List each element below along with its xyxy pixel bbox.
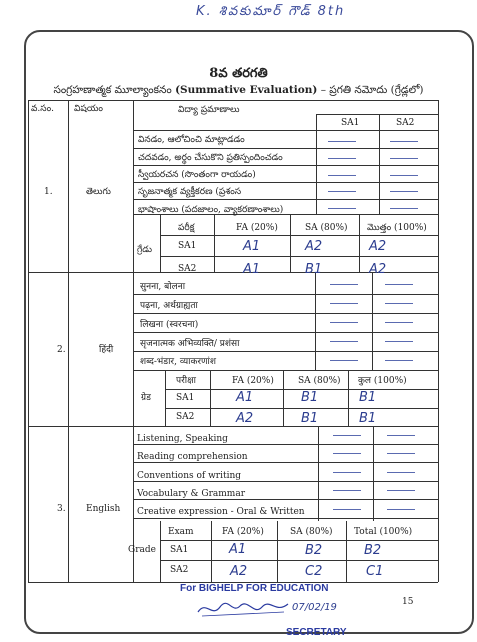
- sa1-dash-mark: [330, 284, 358, 285]
- sa2-dash-mark: [387, 435, 415, 436]
- table-rule: [318, 426, 319, 521]
- table-rule: [28, 100, 29, 582]
- section-3-fa-label: FA (20%): [222, 527, 264, 537]
- section-2-grade-label: ग्रेड: [141, 393, 151, 403]
- section-2-fa-label: FA (20%): [232, 376, 274, 386]
- table-rule: [359, 214, 360, 272]
- sa2-dash-mark: [387, 490, 415, 491]
- section-1-fa-label: FA (20%): [236, 223, 278, 233]
- table-rule: [210, 370, 211, 426]
- standard-2-5: शब्द-भंडार, व्याकरणांश: [140, 357, 216, 367]
- table-rule: [160, 540, 438, 541]
- sa1-dash-mark: [333, 472, 361, 473]
- subtitle-telugu: సంగ్రహణాత్మక మూల్యాంకనం: [53, 84, 172, 96]
- signature-scribble: [196, 598, 292, 620]
- sa1-dash-mark: [333, 490, 361, 491]
- sa2-dash-mark: [387, 453, 415, 454]
- subtitle-tail: – ప్రగతి నమోదు (గ్రేడ్లలో): [320, 84, 424, 96]
- sa1-dash-mark: [330, 360, 358, 361]
- section-3-sa2-fa-grade: A2: [230, 564, 248, 579]
- table-rule: [283, 370, 284, 426]
- section-1-sa2-fa-grade: A1: [243, 262, 261, 277]
- sa2-dash-mark: [387, 509, 415, 510]
- sa2-dash-mark: [385, 322, 413, 323]
- header-sa1: SA1: [341, 118, 360, 128]
- table-rule: [214, 214, 215, 272]
- standard-3-5: Creative expression - Oral & Written: [137, 507, 305, 517]
- section-1-sa2-sa-grade: B1: [305, 262, 323, 277]
- sa1-dash-mark: [328, 141, 356, 142]
- table-rule: [133, 294, 438, 295]
- table-rule: [373, 426, 374, 521]
- standard-2-2: पढ़ना, अर्थग्राह्यता: [140, 301, 198, 311]
- table-rule: [133, 182, 438, 183]
- sa2-dash-mark: [390, 158, 418, 159]
- table-rule: [133, 313, 438, 314]
- sa2-dash-mark: [390, 175, 418, 176]
- section-1-exam-label: పరీక్ష: [178, 223, 195, 233]
- table-rule: [133, 199, 438, 200]
- sa2-dash-mark: [390, 141, 418, 142]
- section-3-exam-label: Exam: [168, 527, 194, 537]
- table-rule: [277, 521, 278, 582]
- sa1-dash-mark: [328, 208, 356, 209]
- section-3-sa2-total-grade: C1: [366, 564, 384, 579]
- section-2-total-label: कुल (100%): [358, 376, 407, 386]
- table-rule: [211, 521, 212, 582]
- section-1-row-2-exam: SA2: [178, 264, 197, 274]
- section-3-sa-label: SA (80%): [290, 527, 333, 537]
- section-2-row-2-exam: SA2: [176, 412, 195, 422]
- sa1-dash-mark: [333, 453, 361, 454]
- section-3-sa1-total-grade: B2: [364, 543, 382, 558]
- standard-1-1: వినడం, ఆలోచించి మాట్లాడడం: [138, 135, 245, 145]
- section-2-sa2-sa-grade: B1: [301, 411, 319, 426]
- table-rule: [68, 100, 69, 582]
- section-1-total-label: మొత్తం (100%): [367, 223, 427, 233]
- table-rule: [290, 214, 291, 272]
- section-1-sa1-sa-grade: A2: [305, 239, 323, 254]
- stamp-designation: SECRETARY: [286, 627, 347, 638]
- stamp-date: 07/02/19: [292, 602, 337, 613]
- standard-1-3: స్వీయరచన (సొంతంగా రాయడం): [138, 170, 256, 180]
- header-standards: విద్యా ప్రమాణాలు: [178, 105, 240, 115]
- sa1-dash-mark: [328, 191, 356, 192]
- section-2-sa2-fa-grade: A2: [236, 411, 254, 426]
- section-3-total-label: Total (100%): [354, 527, 413, 537]
- page-number: 15: [402, 597, 414, 607]
- standard-3-4: Vocabulary & Grammar: [137, 489, 246, 499]
- section-1-grade-label: గ్రేడు: [137, 245, 153, 255]
- standard-1-5: భాషాంశాలు (పదజాలం, వ్యాకరణాంశాలు): [138, 205, 284, 215]
- table-rule: [133, 444, 438, 445]
- section-2-sa-label: SA (80%): [298, 376, 341, 386]
- table-rule: [165, 370, 166, 426]
- table-rule: [133, 462, 438, 463]
- section-3-sa1-sa-grade: B2: [305, 543, 323, 558]
- section-1-sa2-total-grade: A2: [369, 262, 387, 277]
- sa1-dash-mark: [328, 175, 356, 176]
- subtitle-english: (Summative Evaluation): [175, 84, 318, 96]
- standard-1-2: చదవడం, అర్థం చేసుకొని ప్రతిస్పందించడం: [138, 153, 283, 163]
- table-rule: [133, 332, 438, 333]
- section-3-row-2-exam: SA2: [170, 565, 189, 575]
- section-3-number: 3.: [57, 504, 66, 514]
- section-2-sa1-sa-grade: B1: [301, 390, 319, 405]
- table-rule: [133, 148, 438, 149]
- table-rule: [133, 130, 438, 131]
- section-2-number: 2.: [57, 345, 66, 355]
- table-rule: [160, 560, 438, 561]
- section-2-exam-label: परीक्षा: [176, 376, 196, 386]
- sa2-dash-mark: [385, 284, 413, 285]
- table-rule: [165, 408, 438, 409]
- table-rule: [315, 272, 316, 370]
- sa1-dash-mark: [330, 303, 358, 304]
- section-3-row-1-exam: SA1: [170, 545, 189, 555]
- table-rule: [133, 165, 438, 166]
- stamp-organisation: For BIGHELP FOR EDUCATION: [180, 583, 329, 594]
- sa1-dash-mark: [330, 341, 358, 342]
- section-2-sa1-total-grade: B1: [359, 390, 377, 405]
- table-rule: [348, 370, 349, 426]
- standard-2-4: सृजनात्मक अभिव्यक्ति/ प्रशंसा: [140, 339, 240, 349]
- section-2-row-1-exam: SA1: [176, 393, 195, 403]
- table-rule: [28, 100, 438, 101]
- section-3-sa1-fa-grade: A1: [229, 542, 247, 557]
- standard-3-1: Listening, Speaking: [137, 434, 228, 444]
- table-rule: [160, 235, 438, 236]
- sa2-dash-mark: [385, 303, 413, 304]
- header-sno: వ.సం.: [31, 104, 55, 114]
- section-1-sa1-fa-grade: A1: [243, 239, 261, 254]
- sa2-dash-mark: [385, 341, 413, 342]
- standard-2-1: सुनना, बोलना: [140, 282, 186, 292]
- table-rule: [160, 256, 438, 257]
- standard-2-3: लिखना (स्वरचना): [140, 320, 199, 330]
- table-rule: [438, 100, 439, 582]
- header-subject: విషయం: [74, 104, 103, 114]
- standard-3-3: Conventions of writing: [137, 471, 242, 481]
- sa1-dash-mark: [333, 509, 361, 510]
- sa2-dash-mark: [390, 191, 418, 192]
- class-title: 8వ తరగతి: [209, 66, 268, 81]
- standard-3-2: Reading comprehension: [137, 452, 248, 462]
- section-2-sa1-fa-grade: A1: [236, 390, 254, 405]
- table-rule: [372, 272, 373, 370]
- section-1-row-1-exam: SA1: [178, 241, 197, 251]
- table-rule: [133, 481, 438, 482]
- sa2-dash-mark: [385, 360, 413, 361]
- section-3-grade-label: Grade: [128, 545, 156, 555]
- table-rule: [160, 214, 161, 272]
- sa1-dash-mark: [333, 435, 361, 436]
- subtitle: [0, 84, 477, 99]
- table-rule: [133, 518, 438, 519]
- sa2-dash-mark: [390, 208, 418, 209]
- sa1-dash-mark: [330, 322, 358, 323]
- table-rule: [133, 100, 134, 582]
- header-sa2: SA2: [396, 118, 415, 128]
- sa2-dash-mark: [387, 472, 415, 473]
- section-1-number: 1.: [44, 187, 53, 197]
- table-rule: [28, 426, 438, 427]
- section-3-sa2-sa-grade: C2: [305, 564, 323, 579]
- handwritten-student-name: K. శివకుమార్ గౌడ్ 8th: [196, 4, 346, 19]
- standard-1-4: సృజనాత్మక వ్యక్తీకరణ (ప్రశంస: [138, 187, 242, 197]
- section-1-sa-label: SA (80%): [305, 223, 348, 233]
- section-1-sa1-total-grade: A2: [369, 239, 387, 254]
- section-2-sa2-total-grade: B1: [359, 411, 377, 426]
- table-rule: [133, 499, 438, 500]
- table-rule: [133, 351, 438, 352]
- section-2-subject: हिंदी: [99, 345, 114, 355]
- table-rule: [160, 521, 161, 582]
- table-rule: [316, 114, 438, 115]
- sa1-dash-mark: [328, 158, 356, 159]
- table-rule: [346, 521, 347, 582]
- section-3-subject: English: [86, 504, 121, 514]
- table-rule: [133, 370, 438, 371]
- section-1-subject: తెలుగు: [86, 187, 111, 197]
